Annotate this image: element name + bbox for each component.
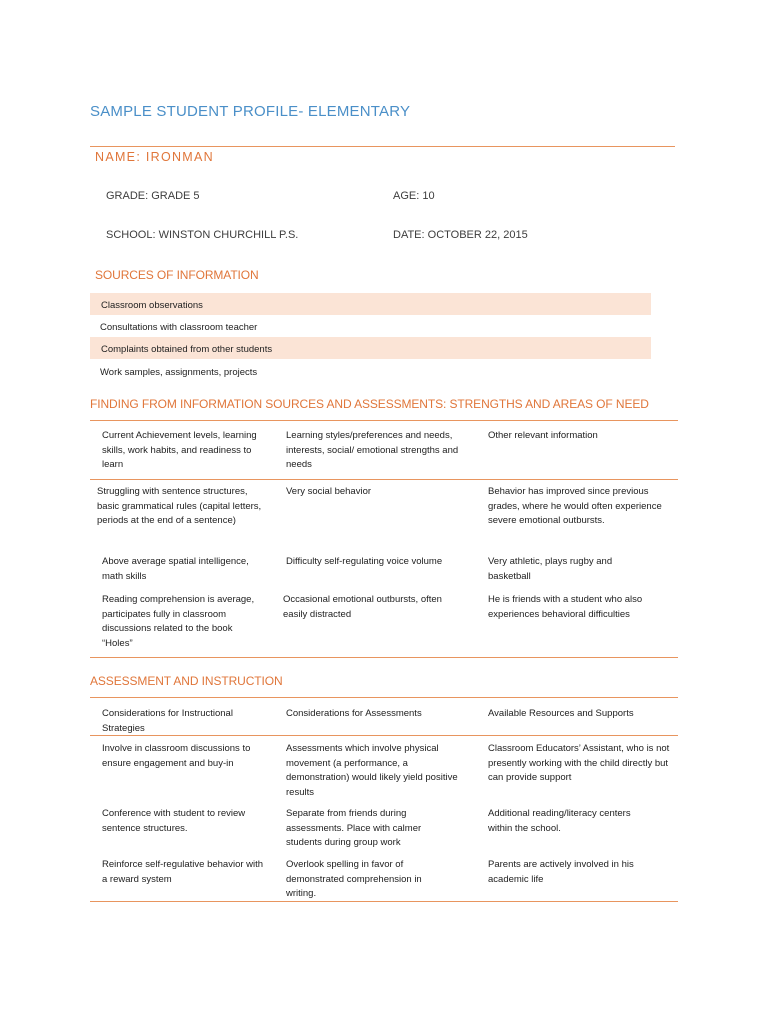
findings-cell: Occasional emotional outbursts, often easily distracted [283,594,442,620]
source-item: Complaints obtained from other students [101,344,273,355]
source-item: Work samples, assignments, projects [100,367,258,378]
name-top-rule [90,146,675,147]
assessment-column-header: Considerations for Instructional Strategies [102,708,233,734]
findings-column-header: Current Achievement levels, learning skills, work habits, and readiness to learn [102,430,257,470]
assessment-cell: Classroom Educators’ Assistant, who is not presently working with the child directly but can provide support [488,743,670,783]
assessment-cell: Reinforce self-regulative behavior with a reward system [102,859,264,885]
findings-column-header: Learning styles/preferences and needs, interests, social/ emotional strengths and needs [286,430,459,470]
document-title: SAMPLE STUDENT PROFILE- ELEMENTARY [90,103,411,120]
assessment-heading: ASSESSMENT AND INSTRUCTION [90,674,283,688]
assessment-bottom-rule [90,901,678,902]
source-item: Consultations with classroom teacher [100,322,258,333]
findings-cell: Reading comprehension is average, participates fully in classroom discussions related to the book “Holes” [102,594,255,649]
assessment-cell: Involve in classroom discussions to ensure engagement and buy-in [102,743,251,769]
findings-heading: FINDING FROM INFORMATION SOURCES AND ASSESSMENTS: STRENGTHS AND AREAS OF NEED [90,397,649,411]
assessment-cell: Conference with student to review sentence structures. [102,808,246,834]
assessment-cell: Assessments which involve physical movement (a performance, a demonstration) would likely yield positive results [286,743,458,798]
findings-cell: Behavior has improved since previous grades, where he would often experience severe emotional outbursts. [488,486,662,526]
student-name: NAME: IRONMAN [95,150,214,164]
findings-top-rule [90,420,678,421]
findings-cell: Very athletic, plays rugby and basketball [488,556,613,582]
findings-cell: He is friends with a student who also experiences behavioral difficulties [488,594,643,620]
source-item: Classroom observations [101,300,203,311]
findings-bottom-rule [90,657,678,658]
school-label: SCHOOL: WINSTON CHURCHILL P.S. [106,229,299,241]
findings-header-rule [90,479,678,480]
assessment-top-rule [90,697,678,698]
age-label: AGE: 10 [393,190,435,202]
assessment-cell: Parents are actively involved in his academic life [488,859,634,885]
findings-cell: Very social behavior [286,486,372,497]
date-label: DATE: OCTOBER 22, 2015 [393,229,528,241]
assessment-header-rule [90,735,678,736]
findings-cell: Difficulty self-regulating voice volume [286,556,443,567]
assessment-column-header: Considerations for Assessments [286,708,422,719]
assessment-cell: Separate from friends during assessments. Place with calmer students during group work [286,808,422,848]
findings-cell: Struggling with sentence structures, basic grammatical rules (capital letters, periods at the end of a sentence) [97,486,262,526]
findings-column-header: Other relevant information [488,430,598,441]
assessment-cell: Additional reading/literacy centers within the school. [488,808,631,834]
assessment-cell: Overlook spelling in favor of demonstrated comprehension in writing. [286,859,422,899]
sources-heading: SOURCES OF INFORMATION [95,268,259,282]
grade-label: GRADE: GRADE 5 [106,190,200,202]
findings-cell: Above average spatial intelligence, math skills [102,556,249,582]
assessment-column-header: Available Resources and Supports [488,708,634,719]
